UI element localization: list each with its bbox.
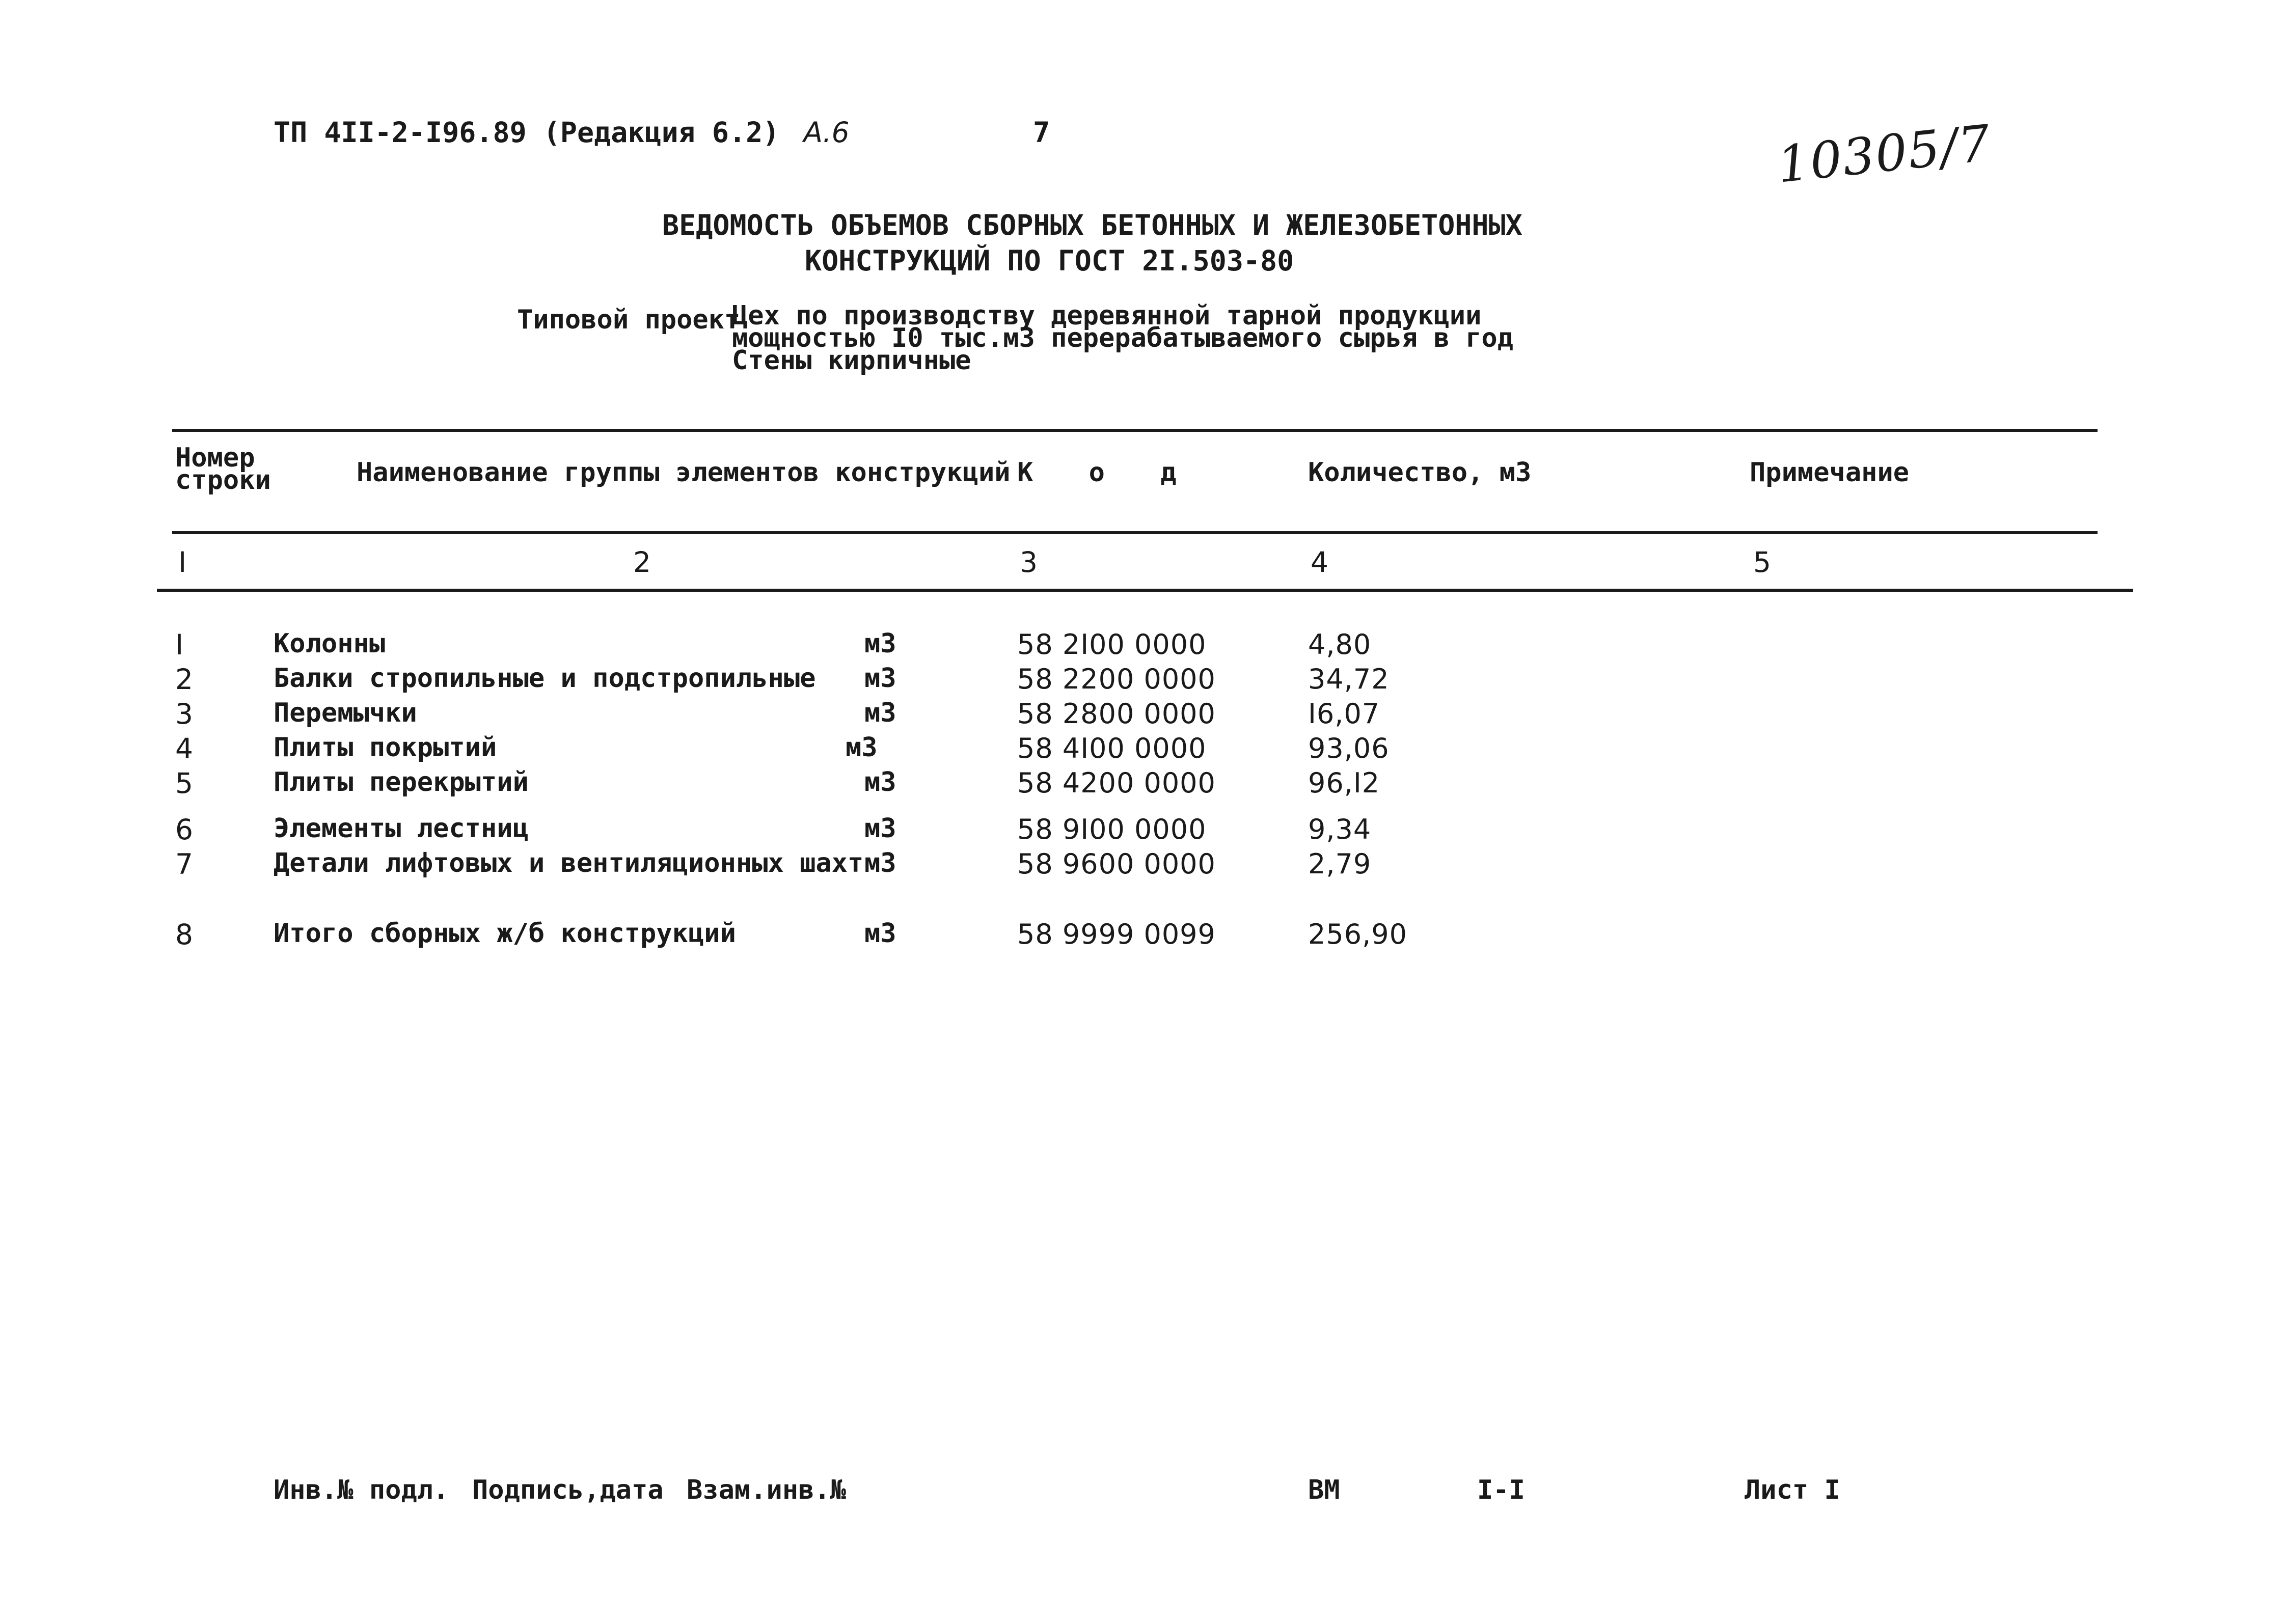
header-quantity: Количество, м3 — [1308, 457, 1532, 488]
footer-replace-label: Взам.инв.№ — [687, 1475, 847, 1505]
row-3-unit: м3 — [864, 698, 896, 728]
row-2-unit: м3 — [864, 663, 896, 694]
footer-signature-label: Подпись,дата — [472, 1475, 664, 1505]
row-5-code: 58 4200 0000 — [1017, 767, 1216, 799]
row-8-code: 58 9999 0099 — [1017, 918, 1216, 950]
header-code-letter-1: К — [1017, 457, 1033, 488]
row-4-name: Плиты покрытий — [274, 732, 497, 763]
project-line-2: мощностью I0 тыс.м3 перерабатываемого сырья в год — [732, 323, 1514, 353]
column-number-4: 4 — [1311, 546, 1328, 579]
footer-section: I-I — [1477, 1475, 1525, 1505]
row-4-number: 4 — [175, 732, 193, 765]
row-3-name: Перемычки — [274, 698, 417, 728]
header-row-number-line1: Номер — [175, 443, 255, 473]
row-5-number: 5 — [175, 767, 193, 800]
header-code-letter-2: о — [1088, 457, 1105, 488]
row-4-quantity: 93,06 — [1308, 732, 1390, 764]
header-row-number — [175, 443, 271, 496]
row-7-name: Детали лифтовых и вентиляционных шахт — [274, 848, 864, 878]
project-label: Типовой проект — [517, 305, 741, 335]
table-header-rule — [172, 531, 2098, 534]
row-1-code: 58 2I00 0000 — [1017, 628, 1207, 660]
album-label: А.6 — [803, 116, 850, 149]
header-name: Наименование группы элементов конструкций — [357, 457, 1011, 488]
header-row-number-line2: строки — [175, 465, 271, 496]
row-6-name: Элементы лестниц — [274, 813, 529, 844]
row-3-number: 3 — [175, 698, 193, 730]
row-4-unit: м3 — [846, 732, 878, 763]
row-6-code: 58 9I00 0000 — [1017, 813, 1207, 845]
row-6-quantity: 9,34 — [1308, 813, 1372, 845]
column-number-2: 2 — [633, 546, 651, 579]
header-note: Примечание — [1750, 457, 1910, 488]
project-line-3: Стены кирпичные — [732, 345, 971, 376]
row-1-unit: м3 — [864, 628, 896, 659]
footer-inventory-label: Инв.№ подл. — [274, 1475, 449, 1505]
row-2-code: 58 2200 0000 — [1017, 663, 1216, 695]
column-number-1: I — [178, 546, 187, 579]
row-6-unit: м3 — [864, 813, 896, 844]
header-code-letter-3: д — [1160, 457, 1177, 488]
row-5-name: Плиты перекрытий — [274, 767, 529, 797]
footer-sheet: Лист I — [1745, 1475, 1840, 1505]
row-7-code: 58 9600 0000 — [1017, 848, 1216, 880]
row-2-quantity: 34,72 — [1308, 663, 1390, 695]
project-line-1: Цех по производству деревянной тарной продукции — [732, 300, 1482, 331]
row-1-name: Колонны — [274, 628, 386, 659]
archive-number: 10305/7 — [1775, 114, 1994, 195]
row-8-number: 8 — [175, 918, 193, 951]
column-number-3: 3 — [1020, 546, 1038, 579]
title-line-1: ВЕДОМОСТЬ ОБЪЕМОВ СБОРНЫХ БЕТОННЫХ И ЖЕЛЕЗОБЕТОННЫХ — [662, 209, 1522, 241]
column-number-5: 5 — [1753, 546, 1771, 579]
project-description — [732, 300, 1514, 376]
document-code-text: ТП 4II-2-I96.89 (Редакция 6.2) — [274, 116, 780, 149]
row-2-name: Балки стропильные и подстропильные — [274, 663, 816, 694]
title-line-2: КОНСТРУКЦИЙ ПО ГОСТ 2I.503-80 — [805, 244, 1294, 277]
row-1-quantity: 4,80 — [1308, 628, 1372, 660]
row-3-quantity: I6,07 — [1308, 698, 1380, 730]
row-2-number: 2 — [175, 663, 193, 696]
row-6-number: 6 — [175, 813, 193, 846]
table-column-number-rule — [157, 589, 2133, 592]
row-4-code: 58 4I00 0000 — [1017, 732, 1207, 764]
row-8-quantity: 256,90 — [1308, 918, 1407, 950]
row-7-number: 7 — [175, 848, 193, 880]
row-8-unit: м3 — [864, 918, 896, 949]
row-7-unit: м3 — [864, 848, 896, 878]
row-1-number: I — [175, 628, 184, 661]
row-5-quantity: 96,I2 — [1308, 767, 1380, 799]
row-8-name: Итого сборных ж/б конструкций — [274, 918, 736, 949]
page-number: 7 — [1033, 116, 1050, 149]
row-3-code: 58 2800 0000 — [1017, 698, 1216, 730]
footer-doc-type: ВМ — [1308, 1475, 1340, 1505]
row-5-unit: м3 — [864, 767, 896, 797]
document-code — [274, 116, 850, 149]
table-top-rule — [172, 429, 2098, 432]
row-7-quantity: 2,79 — [1308, 848, 1372, 880]
header-code — [1017, 457, 1177, 488]
